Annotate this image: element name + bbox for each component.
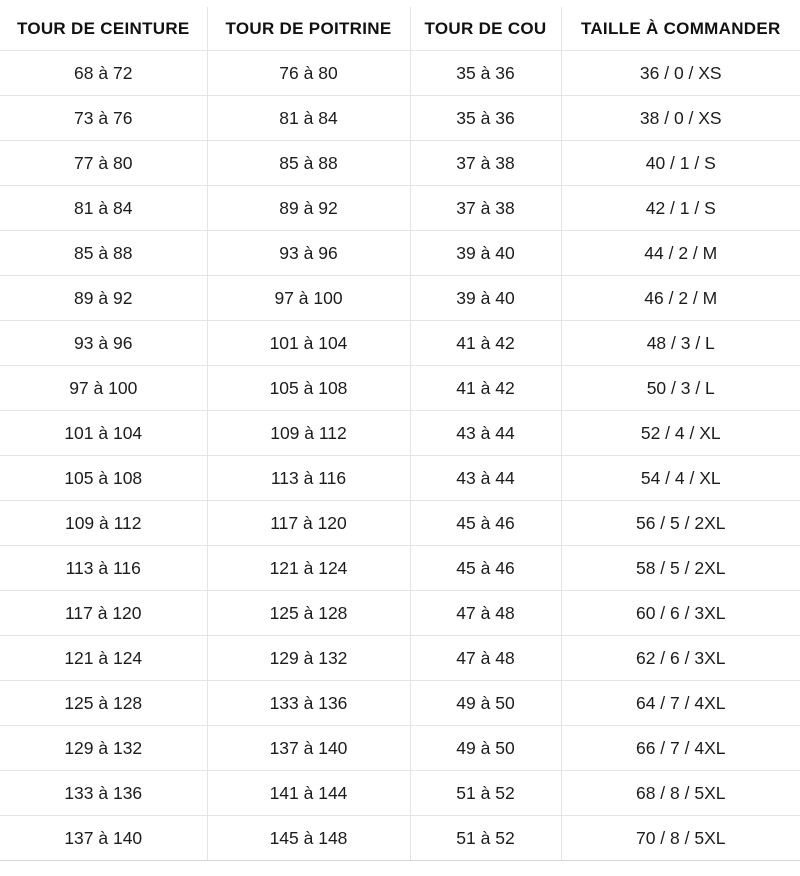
waist-cell: 133 à 136 xyxy=(0,771,207,816)
chest-cell: 133 à 136 xyxy=(207,681,410,726)
waist-cell: 113 à 116 xyxy=(0,546,207,591)
header-size-to-order: TAILLE À COMMANDER xyxy=(561,7,800,51)
chest-cell: 105 à 108 xyxy=(207,366,410,411)
table-row xyxy=(0,411,800,456)
table-header xyxy=(0,7,800,51)
size-cell: 66 / 7 / 4XL xyxy=(561,726,800,771)
table-row xyxy=(0,546,800,591)
waist-cell: 81 à 84 xyxy=(0,186,207,231)
neck-cell: 39 à 40 xyxy=(410,276,561,321)
table-row xyxy=(0,276,800,321)
neck-cell: 51 à 52 xyxy=(410,816,561,861)
neck-cell: 47 à 48 xyxy=(410,636,561,681)
size-cell: 56 / 5 / 2XL xyxy=(561,501,800,546)
size-cell: 52 / 4 / XL xyxy=(561,411,800,456)
chest-cell: 93 à 96 xyxy=(207,231,410,276)
size-cell: 70 / 8 / 5XL xyxy=(561,816,800,861)
waist-cell: 117 à 120 xyxy=(0,591,207,636)
neck-cell: 45 à 46 xyxy=(410,546,561,591)
chest-cell: 129 à 132 xyxy=(207,636,410,681)
neck-cell: 45 à 46 xyxy=(410,501,561,546)
size-cell: 40 / 1 / S xyxy=(561,141,800,186)
table-row xyxy=(0,726,800,771)
chest-cell: 117 à 120 xyxy=(207,501,410,546)
size-cell: 58 / 5 / 2XL xyxy=(561,546,800,591)
neck-cell: 43 à 44 xyxy=(410,456,561,501)
chest-cell: 76 à 80 xyxy=(207,51,410,96)
neck-cell: 39 à 40 xyxy=(410,231,561,276)
neck-cell: 41 à 42 xyxy=(410,366,561,411)
table-body xyxy=(0,51,800,861)
table-row xyxy=(0,591,800,636)
chest-cell: 141 à 144 xyxy=(207,771,410,816)
size-cell: 42 / 1 / S xyxy=(561,186,800,231)
chest-cell: 121 à 124 xyxy=(207,546,410,591)
size-cell: 46 / 2 / M xyxy=(561,276,800,321)
header-neck: TOUR DE COU xyxy=(410,7,561,51)
neck-cell: 35 à 36 xyxy=(410,96,561,141)
chest-cell: 81 à 84 xyxy=(207,96,410,141)
neck-cell: 37 à 38 xyxy=(410,141,561,186)
waist-cell: 93 à 96 xyxy=(0,321,207,366)
table-row xyxy=(0,816,800,861)
waist-cell: 129 à 132 xyxy=(0,726,207,771)
neck-cell: 49 à 50 xyxy=(410,726,561,771)
size-chart-table xyxy=(0,7,800,861)
table-row xyxy=(0,636,800,681)
table-row xyxy=(0,366,800,411)
table-row xyxy=(0,141,800,186)
table-row xyxy=(0,96,800,141)
waist-cell: 73 à 76 xyxy=(0,96,207,141)
size-cell: 60 / 6 / 3XL xyxy=(561,591,800,636)
table-row xyxy=(0,681,800,726)
chest-cell: 137 à 140 xyxy=(207,726,410,771)
neck-cell: 37 à 38 xyxy=(410,186,561,231)
size-cell: 64 / 7 / 4XL xyxy=(561,681,800,726)
size-cell: 62 / 6 / 3XL xyxy=(561,636,800,681)
size-cell: 44 / 2 / M xyxy=(561,231,800,276)
neck-cell: 51 à 52 xyxy=(410,771,561,816)
chest-cell: 145 à 148 xyxy=(207,816,410,861)
waist-cell: 105 à 108 xyxy=(0,456,207,501)
waist-cell: 77 à 80 xyxy=(0,141,207,186)
header-waist: TOUR DE CEINTURE xyxy=(0,7,207,51)
chest-cell: 97 à 100 xyxy=(207,276,410,321)
waist-cell: 137 à 140 xyxy=(0,816,207,861)
header-row xyxy=(0,7,800,51)
chest-cell: 125 à 128 xyxy=(207,591,410,636)
neck-cell: 43 à 44 xyxy=(410,411,561,456)
chest-cell: 109 à 112 xyxy=(207,411,410,456)
waist-cell: 125 à 128 xyxy=(0,681,207,726)
waist-cell: 101 à 104 xyxy=(0,411,207,456)
chest-cell: 85 à 88 xyxy=(207,141,410,186)
size-cell: 54 / 4 / XL xyxy=(561,456,800,501)
waist-cell: 97 à 100 xyxy=(0,366,207,411)
table-row xyxy=(0,771,800,816)
size-cell: 48 / 3 / L xyxy=(561,321,800,366)
waist-cell: 89 à 92 xyxy=(0,276,207,321)
chest-cell: 89 à 92 xyxy=(207,186,410,231)
neck-cell: 41 à 42 xyxy=(410,321,561,366)
neck-cell: 47 à 48 xyxy=(410,591,561,636)
table-row xyxy=(0,51,800,96)
table-row xyxy=(0,456,800,501)
size-cell: 50 / 3 / L xyxy=(561,366,800,411)
waist-cell: 109 à 112 xyxy=(0,501,207,546)
neck-cell: 49 à 50 xyxy=(410,681,561,726)
size-cell: 38 / 0 / XS xyxy=(561,96,800,141)
chest-cell: 101 à 104 xyxy=(207,321,410,366)
chest-cell: 113 à 116 xyxy=(207,456,410,501)
size-cell: 68 / 8 / 5XL xyxy=(561,771,800,816)
header-chest: TOUR DE POITRINE xyxy=(207,7,410,51)
waist-cell: 85 à 88 xyxy=(0,231,207,276)
waist-cell: 68 à 72 xyxy=(0,51,207,96)
table-row xyxy=(0,321,800,366)
size-cell: 36 / 0 / XS xyxy=(561,51,800,96)
table-row xyxy=(0,186,800,231)
table-row xyxy=(0,231,800,276)
neck-cell: 35 à 36 xyxy=(410,51,561,96)
waist-cell: 121 à 124 xyxy=(0,636,207,681)
table-row xyxy=(0,501,800,546)
